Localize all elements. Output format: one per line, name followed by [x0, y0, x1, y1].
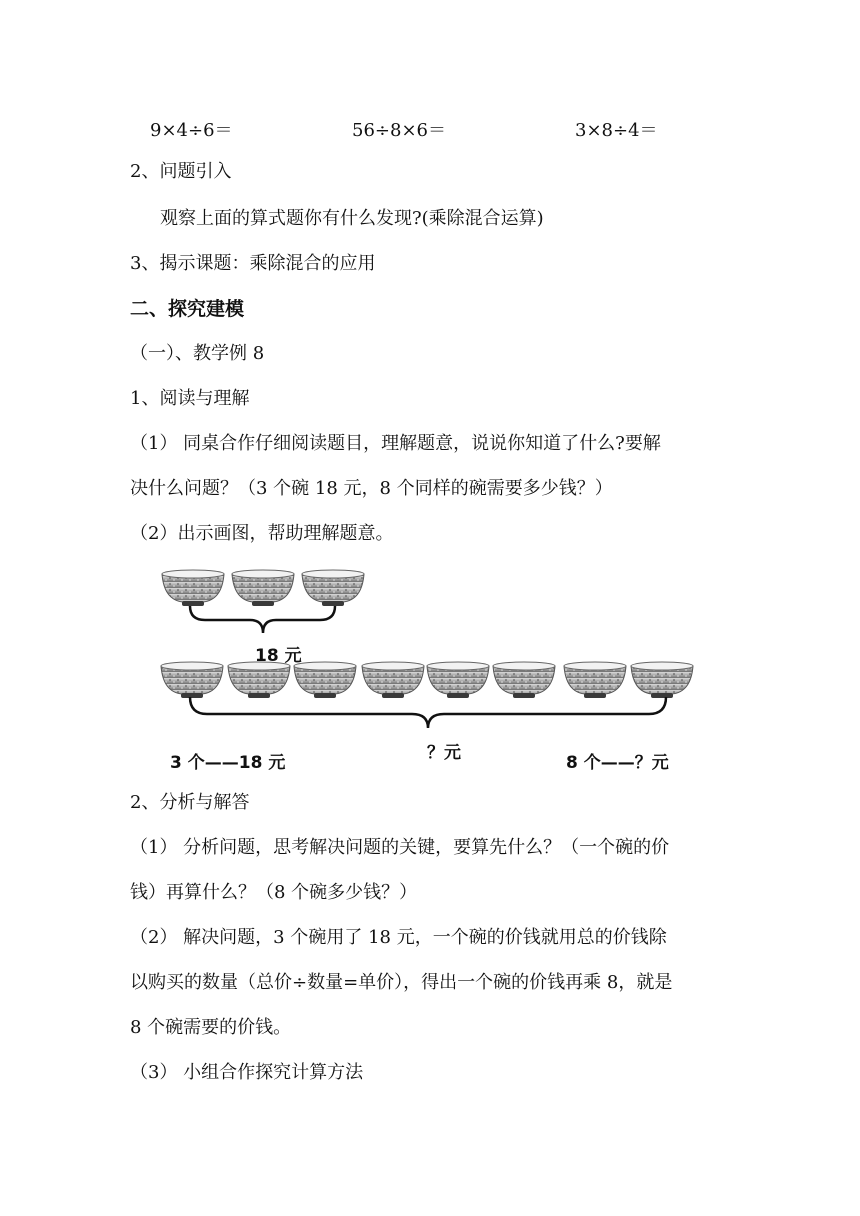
label-18-yuan: 18 元: [255, 646, 302, 666]
analysis-heading: 2、分析与解答: [130, 792, 250, 813]
example-heading: （一）、教学例 8: [130, 343, 265, 364]
formula-1: 9×4÷6＝: [150, 120, 233, 141]
top-brace: [190, 606, 335, 633]
formula-2: 56÷8×6＝: [352, 120, 446, 141]
bowl-bottom-1: [161, 662, 223, 698]
step-1-text: （1） 同桌合作仔细阅读题目，理解题意，说说你知道了什么?要解: [130, 433, 661, 454]
bowl-top-2: [232, 570, 294, 606]
analysis-step-1-cont: 钱）再算什么？（8 个碗多少钱？）: [130, 882, 418, 903]
observation-text: 观察上面的算式题你有什么发现?(乘除混合运算): [160, 208, 544, 229]
bowl-bottom-7: [564, 662, 626, 698]
analysis-step-3: （3） 小组合作探究计算方法: [130, 1062, 364, 1083]
bowl-bottom-2: [228, 662, 290, 698]
analysis-step-2-end: 8 个碗需要的价钱。: [130, 1017, 292, 1038]
label-unknown-yuan: ？元: [427, 743, 461, 763]
analysis-step-1: （1） 分析问题，思考解决问题的关键，要算先什么？（一个碗的价: [130, 837, 670, 858]
bowl-top-3: [302, 570, 364, 606]
bowl-bottom-5: [427, 662, 489, 698]
bowl-bottom-6: [493, 662, 555, 698]
bottom-bowl-row: [161, 662, 693, 698]
topic-reveal: 3、揭示课题：乘除混合的应用: [130, 253, 376, 274]
analysis-step-2: （2） 解决问题，3 个碗用了 18 元，一个碗的价钱就用总的价钱除: [130, 927, 667, 948]
step-2-text: （2）出示画图，帮助理解题意。: [130, 523, 394, 544]
formula-3: 3×8÷4＝: [575, 120, 658, 141]
read-understand-heading: 1、阅读与理解: [130, 388, 250, 409]
analysis-step-2-cont: 以购买的数量（总价÷数量=单价），得出一个碗的价钱再乘 8，就是: [130, 972, 673, 993]
bowl-top-1: [162, 570, 224, 606]
bowl-bottom-3: [294, 662, 356, 698]
bowl-bottom-8: [631, 662, 693, 698]
bowl-bottom-4: [362, 662, 424, 698]
bottom-brace: [190, 697, 666, 728]
step-1-text-cont: 决什么问题？（3 个碗 18 元，8 个同样的碗需要多少钱？）: [130, 478, 613, 499]
label-8-bowls-unknown: 8 个——？元: [566, 753, 669, 773]
top-bowl-row: [162, 570, 364, 606]
label-3-bowls-18-yuan: 3 个——18 元: [170, 753, 286, 773]
section-problem-intro: 2、问题引入: [130, 161, 232, 182]
section-heading-explore: 二、探究建模: [130, 298, 245, 320]
